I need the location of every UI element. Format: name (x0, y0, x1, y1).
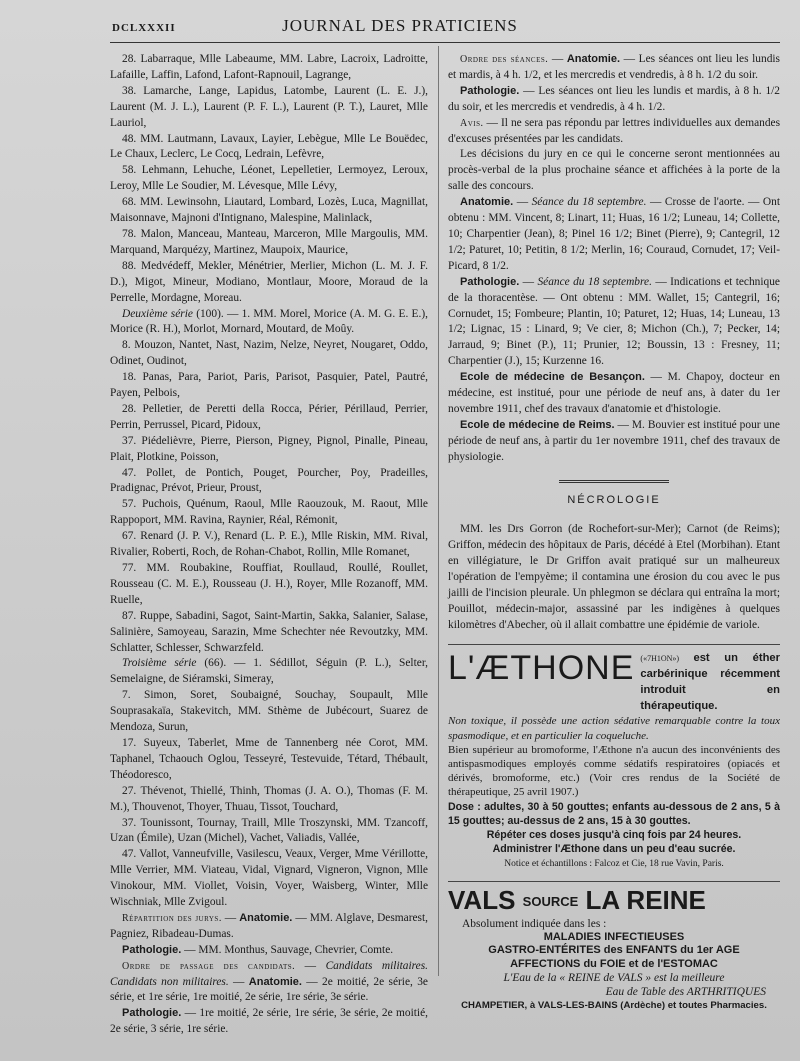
journal-title: JOURNAL DES PRATICIENS (282, 16, 518, 35)
vals-advert (448, 881, 780, 1012)
page-number: DCLXXXII (112, 22, 176, 34)
aethone-logo: L'ÆTHONE (448, 648, 635, 687)
right_column-paragraph (448, 195, 780, 275)
body-text: 47. Pollet, de Pontich, Pouget, Pourcher, Poy, Pradeilles, Pradignac, Prévot, Prieur, Proust, (110, 466, 428, 495)
right_column-paragraph (448, 275, 780, 370)
bold-heading: Pathologie. (122, 943, 182, 956)
vals-line: GASTRO-ENTÉRITES des ENFANTS du 1er AGE (488, 944, 740, 956)
body-text: — (548, 53, 567, 65)
section-label: Ordre de passage des candidats. (122, 960, 296, 972)
body-text: — Il ne sera pas répondu par lettres individuelles aux demandes d'excuses présentées par les candidats. (448, 116, 780, 145)
body-text: 87. Ruppe, Sabadini, Sagot, Saint-Martin, Sakka, Salanier, Salase, Salinière, Samoyeau, Sarazin, Mme Schechter née Revoutzky, MM. Schlatter, Schlesser, Schwarzfeld. (110, 609, 428, 654)
body-text: 78. Malon, Manceau, Manteau, Marceron, Mlle Margoulis, MM. Marquand, Marquézy, Martinez, Maupoix, Maurice, (110, 227, 428, 256)
body-text: — Crosse de l'aorte. — Ont obtenu : MM. Vincent, 8; Linart, 11; Huas, 16 1/2; Luneau, 14; Collette, 10; Charpentier (Jean), 8; Pinel 16 1/2; Binet (Pierre), 9; Cantegril, 12 1/2; Paturet, 10; Petitin, 8 1/2; Merlin, 16; Couraud, Cornudet, 17; Veil-Picard, 8 1/2. (448, 196, 780, 272)
right_column-paragraph (448, 116, 780, 148)
right_column-paragraph (448, 84, 780, 116)
aethone-footer: Notice et échantillons : Falcoz et Cie, 18 rue Vavin, Paris. (504, 859, 724, 870)
necrology-text: MM. les Drs Gorron (de Rochefort-sur-Mer); Carnot (de Reims); Griffon, médecin des hôpitaux de Paris, décédé à Etel (Morbihan). Etant en villégiature, le Dr Griffon avait pratiqué sur un malheureux l'opération de l'empyème; il contamina une érosion du cou avec le pus jailli de l'incision pleurale. Un phlegmon se déclara qui entraîna la mort; Pouillot, médecin-major, assassiné par les indigènes à quelques kilomètres d'Abecher, où il allait combattre une épidémie de variole. (448, 523, 780, 631)
body-text: 77. MM. Roubakine, Rouffiat, Roullaud, Roullé, Roullet, Rousseau (C. M. E.), Rousseau (J. H.), Royer, Mlle Rozanoff, MM. Ruelle, (110, 562, 428, 606)
right_column-paragraph (448, 147, 780, 195)
body-text: 37. Piédelièvre, Pierre, Pierson, Pigney, Pignol, Pinalle, Pineau, Plait, Plotkine, Poisson, (110, 434, 428, 463)
column-divider (438, 46, 439, 976)
left_column-paragraph (110, 338, 428, 370)
vals-line: L'Eau de la « REINE de VALS » est la meilleure (503, 972, 725, 984)
left_column-paragraph (110, 959, 428, 1007)
left_column-paragraph (110, 656, 428, 688)
left_column-paragraph (110, 434, 428, 466)
body-text: — 2e moitié, 2e série, 3e série, et 1re série, 1re moitié, 2e série, 1re série, 3e série. (110, 975, 428, 1004)
section-label: Ordre des séances. (460, 54, 549, 65)
body-text: 57. Puchois, Quénum, Raoul, Mlle Raouzouk, M. Raout, Mlle Rappoport, MM. Ravina, Raynier, Réal, Rémonit, (110, 498, 428, 527)
left_column-paragraph (110, 195, 428, 227)
left_column-paragraph (110, 163, 428, 195)
left_column-paragraph (110, 497, 428, 529)
body-text: — (513, 196, 532, 209)
body-text: 17. Suyeux, Taberlet, Mme de Tannenberg née Corot, MM. Taphanel, Tchaouch Oglou, Tesseyré, Testevuide, Tétard, Thébault, Théodoresco, (110, 736, 428, 781)
body-text: Les décisions du jury en ce qui le concerne seront mentionnées au procès-verbal de la plus prochaine séance et affichées à la porte de la salle des concours. (448, 148, 780, 193)
aethone-pronunciation: («7H1ON») (640, 653, 680, 663)
left_column-paragraph (110, 529, 428, 561)
body-text: — M. Bouvier est institué pour une période de neuf ans, à partir du 1er novembre 1911, chef des travaux de physiologie. (448, 418, 780, 463)
vals-intro: Absolument indiquée dans les : (462, 917, 607, 930)
necrology-heading: NÉCROLOGIE (567, 493, 661, 506)
left_column-paragraph (110, 370, 428, 402)
body-text: 37. Tounissont, Tournay, Traill, Mlle Troszynski, MM. Tzancoff, Uzan (Émile), Uzan (Michel), Vachet, Valiadis, Vallée, (110, 816, 428, 845)
left_column-paragraph (110, 1006, 428, 1038)
left_column-paragraph (110, 466, 428, 498)
left_column-paragraph (110, 847, 428, 911)
body-text: 58. Lehmann, Lehuche, Léonet, Lepelletier, Lermoyez, Leroux, Leroy, Mlle Le Soudier, M. Lévesque, Mlle Lévy, (110, 164, 428, 193)
body-text: — Les séances ont lieu les lundis et mardis, à 4 h. 1/2, et les mercredis et vendredis, à 8 h. 1/2 du soir. (448, 53, 780, 81)
bold-heading: Anatomie. (239, 911, 293, 924)
left_column-paragraph (110, 307, 428, 339)
italic-text: Séance du 18 septembre. (537, 275, 652, 288)
aethone-line: Dose : adultes, 30 à 50 gouttes; enfants au-dessous de 2 ans, 5 à 15 gouttes; au-dessus de 2 ans, 15 à 30 gouttes. (448, 800, 780, 827)
body-text: — MM. Monthus, Sauvage, Chevrier, Comte. (181, 943, 394, 956)
body-text: 67. Renard (J. P. V.), Renard (L. P. E.), Mlle Riskin, MM. Rival, Rivalier, Roberti, Roch, de Rohan-Chabot, Rollin, Mlle Romanet, (110, 530, 428, 559)
section-label: Avis. (460, 117, 484, 129)
body-text: — (519, 275, 538, 288)
body-text: — Les séances ont lieu les lundis et mardis, à 8 h. 1/2 du soir, et les mercredis et vendredis, à 4 h. 1/2. (448, 84, 780, 113)
body-text: 28. Pelletier, de Peretti della Rocca, Périer, Périllaud, Perrier, Perrin, Perrussel, Picard, Pidoux, (110, 402, 428, 431)
left_column-paragraph (110, 132, 428, 164)
body-text: (100). — 1. MM. Morel, Morice (A. M. G. E. E.), Morice (R. H.), Morlot, Mornard, Moutard, de Moûy. (110, 307, 428, 336)
bold-heading: Pathologie. (122, 1007, 182, 1020)
bold-heading: Ecole de médecine de Besançon. (460, 371, 645, 384)
left_column-paragraph (110, 784, 428, 816)
bold-heading: Ecole de médecine de Reims. (460, 418, 615, 431)
left_column-paragraph (110, 84, 428, 132)
body-text: (66). — 1. Sédillot, Séguin (P. L.), Selter, Semelaigne, de Siéramski, Simeray, (110, 657, 429, 686)
left_column-paragraph (110, 816, 428, 848)
left_column-paragraph (110, 688, 428, 736)
left_column-paragraph (110, 52, 428, 84)
vals-brand-a: VALS (448, 885, 516, 916)
left_column-paragraph (110, 402, 428, 434)
bold-heading: Pathologie. (460, 84, 520, 97)
left_column-paragraph (110, 911, 428, 943)
body-text: — (228, 975, 249, 988)
aethone-headline: est un éther carbérinique récemment introduit en thérapeutique. (640, 651, 780, 712)
body-text: 7. Simon, Soret, Soubaigné, Souchay, Soupault, Mlle Souprasakaïa, Stakevitch, MM. Sthème de Jubécourt, Suarez de Mendoza, Surun, (110, 689, 428, 734)
right_column-paragraph (448, 52, 780, 84)
left_column-paragraph (110, 736, 428, 784)
vals-line: AFFECTIONS du FOIE et de l'ESTOMAC (510, 957, 718, 970)
body-text: 68. MM. Lewinsohn, Liautard, Lombard, Lozès, Luca, Magnillat, Maisonnave, Majnoni d'Intignano, Malespine, Malinlack, (110, 196, 428, 225)
left_column-paragraph (110, 561, 428, 609)
body-text: 47. Vallot, Vanneufville, Vasilescu, Veaux, Verger, Mme Vérillotte, Mlle Verrier, MM. Viateau, Vidal, Vignard, Vigneron, Vignon, Mlle Vinokour, MM. Viollet, Voisin, Voyer, Waisberg, Winter, Mlle Wischniak, Mlle Zvigoul. (110, 848, 428, 909)
body-text: 38. Lamarche, Lange, Lapidus, Latombe, Laurent (L. E. J.), Laurent (M. J. L.), Laurent (P. F. L.), Laurent (P. T.), Lauret, Mlle Lauriol, (110, 84, 428, 129)
left_column-paragraph (110, 259, 428, 307)
body-text: 88. Medvédeff, Mekler, Ménétrier, Merlier, Michon (L. M. J. F. D.), Migot, Mineur, Modiano, Montlaur, Moore, Moraud de la Perrelle, Mordagne, Moreau. (110, 259, 428, 304)
aethone-line: Bien supérieur au bromoforme, l'Æthone n'a aucun des inconvénients des antispasmodiques employés comme sédatifs respiratoires (opiacés et dérivés, bromoforme, etc.) (Voir cres rendus de la Société de thérapeutique, 25 avril 1907.) (448, 743, 780, 799)
body-text: — Indications et technique de la thoracentèse. — Ont obtenu : MM. Wallet, 15; Cantegril, 16; Cornudet, 15; Fombeure; Plantin, 10; Paturet, 12; Huas, 14; Luneau, 13 1/2; Lignac, 15 : Linard, 9; Ve cier, 8; Michon (Ch.), 7; Pecker, 14; Jarraud, 9; Binet (P.), 11; Prunier, 12; Boussin, 13 : Fresney, 11; Charpentier (J.), 15; Kurzenne 16. (448, 275, 780, 368)
header-rule (110, 42, 780, 43)
bold-heading: Anatomie. (460, 196, 514, 209)
body-text: 18. Panas, Para, Pariot, Paris, Parisot, Pasquier, Patel, Pautré, Payen, Pelbois, (110, 371, 428, 400)
notices (448, 52, 780, 466)
section-label: Répartition des jurys. (122, 912, 222, 924)
right-column (448, 52, 780, 1013)
body-text: 48. MM. Lautmann, Lavaux, Layier, Lebègue, Mlle Le Bouëdec, Le Chaux, Leclerc, Le Cocq, Ledrain, Lefèvre, (110, 132, 428, 161)
right_column-paragraph (448, 418, 780, 466)
right_column-paragraph (448, 370, 780, 418)
aethone-line: Non toxique, il possède une action sédative remarquable contre la toux spasmodique, et en particulier la coqueluche. (448, 715, 780, 742)
italic-text: Deuxième série (122, 307, 193, 320)
body-text: — (221, 911, 240, 924)
aethone-line: Répéter ces doses jusqu'à cinq fois par 24 heures. (486, 829, 742, 842)
aethone-advert (448, 644, 780, 874)
vals-source-word: SOURCE (522, 894, 579, 910)
body-text: — M. Chapoy, docteur en médecine, est institué, pour une période de neuf ans, à dater du 1er novembre 1911, chef des travaux d'anatomie et d'histologie. (448, 371, 780, 415)
vals-title (448, 886, 780, 916)
bold-heading: Anatomie. (566, 53, 621, 65)
bold-heading: Anatomie. (248, 975, 302, 988)
aethone-line: Administrer l'Æthone dans un peu d'eau sucrée. (492, 843, 736, 856)
left-column (110, 52, 428, 1038)
body-text: 8. Mouzon, Nantet, Nast, Nazim, Nelze, Neyret, Nougaret, Oddo, Odinet, Oudinot, (110, 339, 428, 368)
vals-brand-b: LA REINE (585, 885, 706, 916)
vals-line: Eau de Table des ARTHRITIQUES (605, 986, 766, 998)
body-text: — (295, 959, 326, 972)
italic-text: Séance du 18 septembre. (531, 196, 647, 209)
body-text: — 1re moitié, 2e série, 1re série, 3e série, 2e moitié, 2e série, 3 série, 1re série. (110, 1007, 428, 1036)
italic-text: Troisième série (122, 657, 197, 670)
body-text: 27. Thévenot, Thiellé, Thinh, Thomas (J. A. O.), Thomas (F. M. M.), Thouvenot, Thoyer, Thuau, Tissot, Touchard, (110, 784, 428, 813)
left_column-paragraph (110, 227, 428, 259)
body-text: 28. Labarraque, Mlle Labeaume, MM. Labre, Lacroix, Ladroitte, Lafaille, Laffin, Lafond, Lafont-Rapnouil, Lagrange, (110, 53, 428, 81)
body-text: — MM. Alglave, Desmarest, Pagniez, Ribadeau-Dumas. (110, 911, 428, 940)
bold-heading: Pathologie. (460, 275, 520, 288)
left_column-paragraph (110, 943, 428, 959)
vals-address: CHAMPETIER, à VALS-LES-BAINS (Ardèche) et toutes Pharmacies. (461, 1000, 767, 1011)
vals-line: MALADIES INFECTIEUSES (543, 930, 685, 943)
section-rule (559, 480, 669, 483)
left_column-paragraph (110, 609, 428, 657)
italic-text: Candidats militaires. Candidats non militaires. (110, 959, 428, 988)
